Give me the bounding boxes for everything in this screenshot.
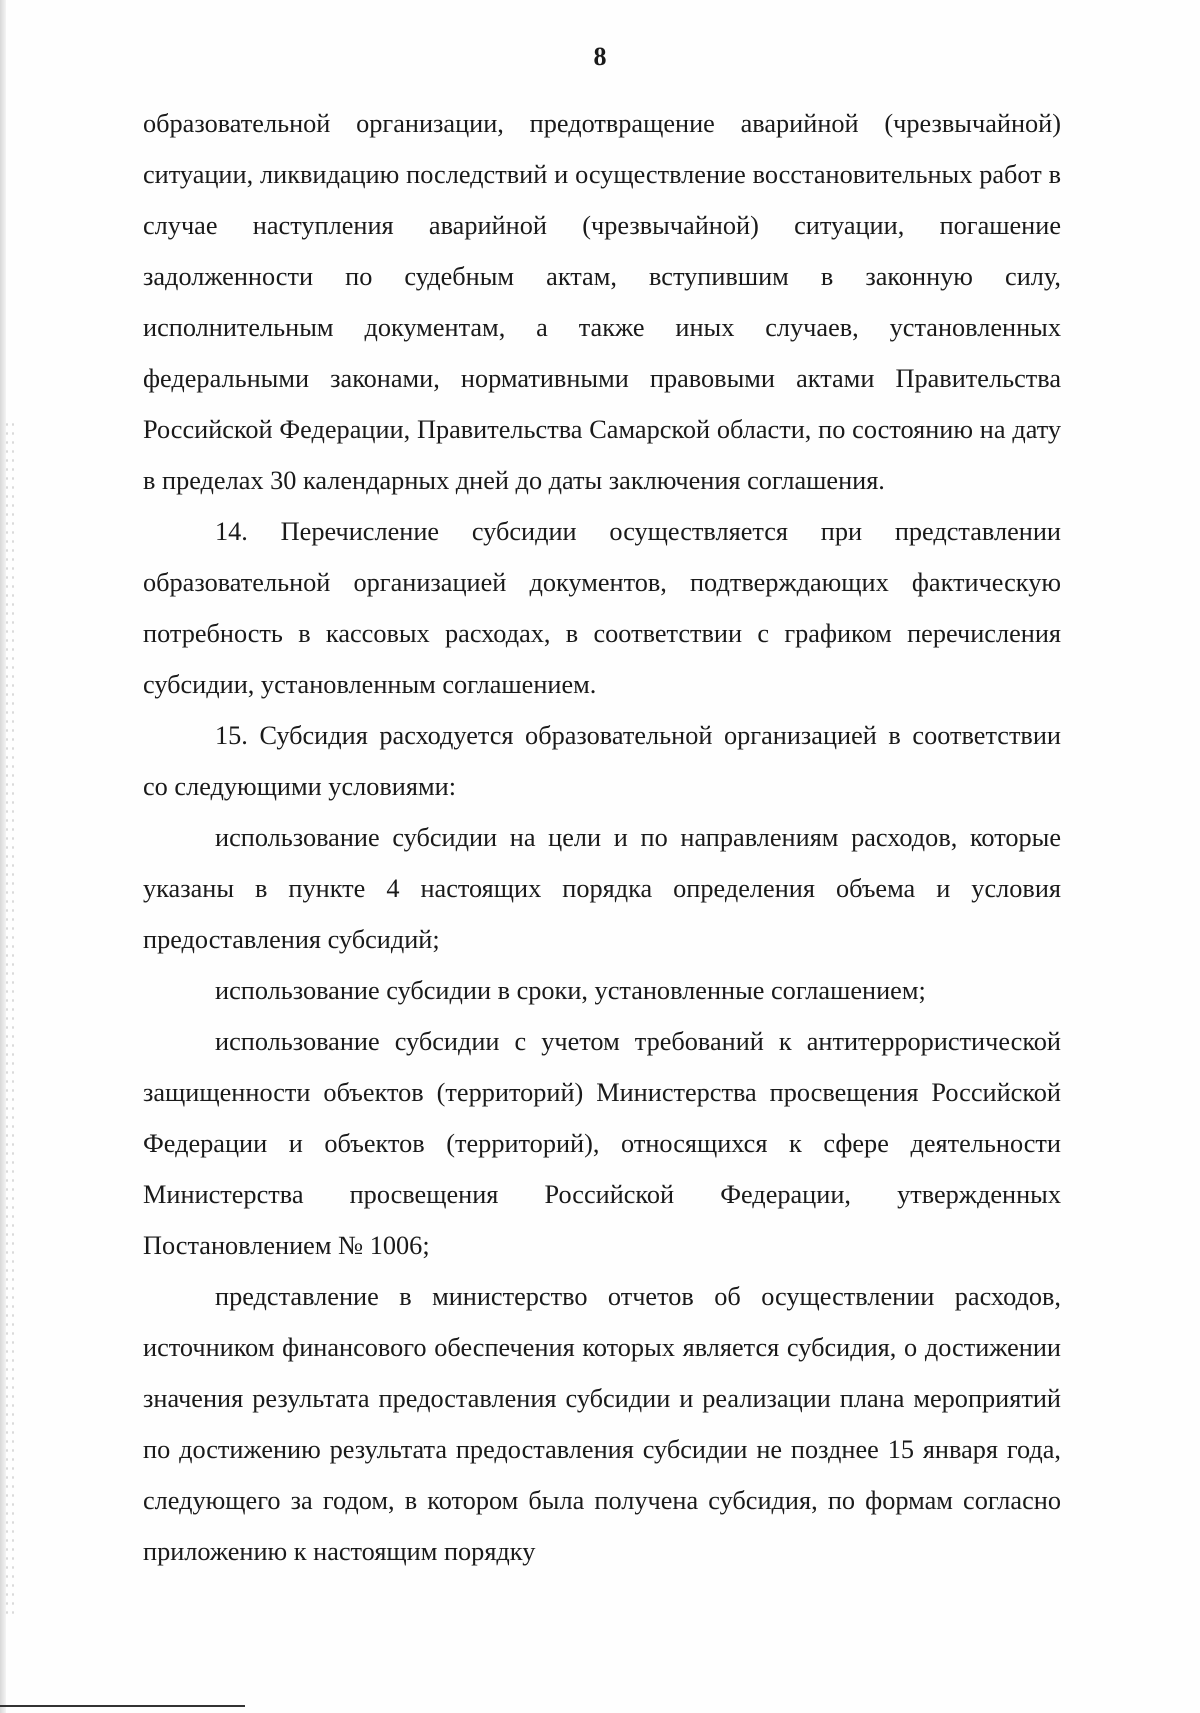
page-number: 8 (593, 42, 607, 71)
scan-noise (4, 420, 18, 1620)
bottom-rule (0, 1705, 245, 1707)
paragraph-item-14: 14. Перечисление субсидии осуществляется при представлении образовательной организацией документов, подтверждающих фактическую потребность в кассовых расходах, в соответствии с графиком перечисления субсидии, установленным соглашением. (143, 517, 1061, 699)
condition-purpose: использование субсидии на цели и по направлениям расходов, которые указаны в пункте 4 настоящих порядка определения объема и условия предоставления субсидий; (143, 823, 1061, 954)
paragraph-item-15: 15. Субсидия расходуется образовательной организацией в соответствии со следующими условиями: (143, 721, 1061, 801)
condition-deadlines: использование субсидии в сроки, установленные соглашением; (215, 976, 926, 1005)
document-body (143, 98, 1061, 1577)
paragraph-continuation: образовательной организации, предотвращение аварийной (чрезвычайной) ситуации, ликвидацию последствий и осуществление восстановительных работ в случае наступления аварийной (чрезвычайной) ситуации, погашение задолженности по судебным актам, вступившим в законную силу, исполнительным документам, а также иных случаев, установленных федеральными законами, нормативными правовыми актами Правительства Российской Федерации, Правительства Самарской области, по состоянию на дату в пределах 30 календарных дней до даты заключения соглашения. (143, 109, 1061, 495)
condition-antiterrorism: использование субсидии с учетом требований к антитеррористической защищенности объектов (территорий) Министерства просвещения Российской Федерации и объектов (территорий), относящихся к сфере деятельности Министерства просвещения Российской Федерации, утвержденных Постановлением № 1006; (143, 1027, 1061, 1260)
condition-reporting: представление в министерство отчетов об осуществлении расходов, источником финансового обеспечения которых является субсидия, о достижении значения результата предоставления субсидии и реализации плана мероприятий по достижению результата предоставления субсидии не позднее 15 января года, следующего за годом, в котором была получена субсидия, по формам согласно приложению к настоящим порядку (143, 1282, 1061, 1566)
